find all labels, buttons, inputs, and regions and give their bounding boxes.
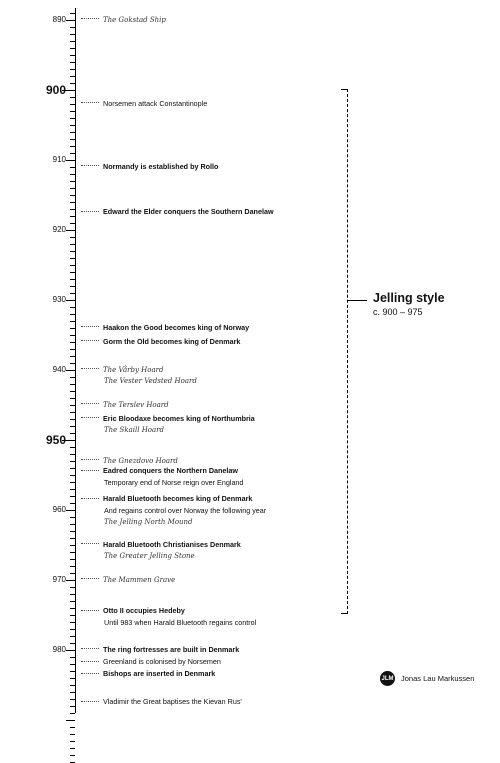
- event-leader-line: [81, 470, 99, 471]
- axis-tick: [70, 174, 75, 175]
- axis-tick: [70, 762, 75, 763]
- timeline-event: [81, 365, 163, 375]
- axis-tick: [70, 489, 75, 490]
- axis-tick: [70, 727, 75, 728]
- axis-tick: [70, 608, 75, 609]
- axis-tick: [70, 615, 75, 616]
- axis-tick: [70, 188, 75, 189]
- axis-tick: [66, 510, 75, 511]
- axis-tick: [70, 587, 75, 588]
- axis-tick: [70, 251, 75, 252]
- axis-tick: [70, 69, 75, 70]
- event-leader-line: [81, 543, 99, 544]
- axis-tick: [70, 671, 75, 672]
- event-title: Bishops are inserted in Denmark: [103, 669, 216, 679]
- axis-tick: [66, 580, 75, 581]
- event-title: Eadred conquers the Northern Danelaw: [103, 466, 238, 476]
- event-title: Edward the Elder conquers the Southern Danelaw: [103, 207, 274, 217]
- axis-tick: [70, 454, 75, 455]
- event-title: Gorm the Old becomes king of Denmark: [103, 336, 241, 346]
- axis-tick: [70, 475, 75, 476]
- timeline-event: [81, 606, 185, 616]
- axis-tick: [70, 314, 75, 315]
- axis-tick: [70, 468, 75, 469]
- axis-tick: [70, 307, 75, 308]
- axis-tick: [70, 258, 75, 259]
- axis-tick: [70, 104, 75, 105]
- axis-tick: [70, 237, 75, 238]
- axis-tick: [70, 412, 75, 413]
- author-logo-icon: JLM: [380, 671, 395, 686]
- axis-tick: [70, 195, 75, 196]
- timeline-event: [81, 645, 239, 655]
- axis-tick: [70, 755, 75, 756]
- axis-tick: [70, 503, 75, 504]
- axis-tick: [66, 650, 75, 651]
- axis-tick: [70, 692, 75, 693]
- axis-tick: [70, 377, 75, 378]
- event-title: The ring fortresses are built in Denmark: [103, 644, 240, 654]
- event-detail: Until 983 when Harald Bluetooth regains control: [104, 617, 257, 627]
- axis-tick: [70, 153, 75, 154]
- axis-tick: [66, 20, 75, 21]
- axis-tick: [70, 279, 75, 280]
- axis-tick: [70, 62, 75, 63]
- event-title: The Gnezdovo Hoard: [103, 456, 178, 465]
- event-leader-line: [81, 459, 99, 460]
- jelling-style-bracket: [341, 89, 348, 614]
- axis-tick: [70, 55, 75, 56]
- axis-tick: [70, 538, 75, 539]
- axis-tick: [70, 706, 75, 707]
- year-label: 980: [52, 644, 66, 654]
- axis-tick: [70, 244, 75, 245]
- timeline-event: [81, 669, 215, 679]
- axis-tick: [70, 76, 75, 77]
- axis-tick: [70, 461, 75, 462]
- event-detail: The Skaill Hoard: [104, 426, 165, 434]
- axis-tick: [70, 356, 75, 357]
- axis-tick: [70, 97, 75, 98]
- axis-tick: [70, 139, 75, 140]
- author-name: Jonas Lau Markussen: [401, 674, 475, 683]
- event-title: Greenland is colonised by Norsemen: [103, 657, 221, 667]
- event-title: Vladimir the Great baptises the Kievan Rus': [103, 697, 242, 707]
- axis-tick: [70, 286, 75, 287]
- axis-tick: [70, 657, 75, 658]
- axis-tick: [70, 321, 75, 322]
- event-title: Normandy is established by Rollo: [103, 161, 219, 171]
- axis-tick: [70, 27, 75, 28]
- axis-tick: [70, 748, 75, 749]
- axis-tick: [66, 370, 75, 371]
- axis-tick: [70, 531, 75, 532]
- year-label: 930: [52, 294, 66, 304]
- year-label: 920: [52, 224, 66, 234]
- event-detail: And regains control over Norway the following year: [104, 505, 267, 515]
- event-leader-line: [81, 165, 99, 166]
- axis-tick: [70, 111, 75, 112]
- year-label: 950: [45, 432, 66, 447]
- event-title: Harald Bluetooth Christianises Denmark: [103, 539, 241, 549]
- axis-tick: [70, 426, 75, 427]
- timeline-event: [81, 162, 218, 172]
- timeline-event: [81, 15, 166, 25]
- event-detail: The Vester Vedsted Hoard: [104, 377, 197, 385]
- axis-tick: [70, 342, 75, 343]
- timeline-event: [81, 323, 249, 333]
- axis-tick: [70, 545, 75, 546]
- axis-tick: [70, 328, 75, 329]
- axis-tick: [70, 34, 75, 35]
- event-title: Norsemen attack Constantinople: [103, 98, 208, 108]
- axis-tick: [70, 496, 75, 497]
- axis-tick: [70, 636, 75, 637]
- event-leader-line: [81, 417, 99, 418]
- event-title: The Vårby Hoard: [103, 365, 164, 374]
- event-detail: The Greater Jelling Stone: [104, 552, 195, 560]
- axis-tick: [70, 447, 75, 448]
- axis-tick: [66, 720, 75, 721]
- event-leader-line: [81, 701, 99, 702]
- axis-tick: [70, 132, 75, 133]
- event-title: Eric Bloodaxe becomes king of Northumbria: [103, 413, 255, 423]
- event-leader-line: [81, 211, 99, 212]
- event-title: Haakon the Good becomes king of Norway: [103, 322, 250, 332]
- event-leader-line: [81, 102, 99, 103]
- bracket-arm: [347, 300, 367, 301]
- event-title: The Terslev Hoard: [103, 400, 169, 409]
- year-label: 910: [52, 154, 66, 164]
- event-leader-line: [81, 326, 99, 327]
- timeline-event: [81, 575, 175, 585]
- axis-tick: [70, 419, 75, 420]
- axis-tick: [70, 524, 75, 525]
- axis-tick: [70, 391, 75, 392]
- axis-tick: [70, 601, 75, 602]
- axis-tick: [66, 230, 75, 231]
- event-leader-line: [81, 661, 99, 662]
- timeline-event: [81, 697, 242, 707]
- year-label: 900: [45, 82, 66, 97]
- axis-tick: [70, 699, 75, 700]
- axis-tick: [70, 384, 75, 385]
- event-leader-line: [81, 578, 99, 579]
- axis-tick: [70, 566, 75, 567]
- axis-tick: [70, 125, 75, 126]
- axis-tick: [70, 517, 75, 518]
- axis-tick: [70, 146, 75, 147]
- timeline-event: [81, 494, 252, 504]
- year-axis: [75, 8, 76, 713]
- event-title: The Mammen Grave: [103, 575, 176, 584]
- timeline-event: [81, 414, 255, 424]
- axis-tick: [70, 13, 75, 14]
- axis-tick: [70, 552, 75, 553]
- axis-tick: [70, 293, 75, 294]
- event-leader-line: [81, 648, 99, 649]
- event-leader-line: [81, 610, 99, 611]
- axis-tick: [70, 622, 75, 623]
- timeline-event: [81, 466, 238, 476]
- timeline-event: [81, 456, 178, 466]
- author-credit: [380, 671, 474, 686]
- axis-tick: [70, 349, 75, 350]
- timeline-event: [81, 657, 221, 667]
- timeline-event: [81, 99, 207, 109]
- timeline-event: [81, 337, 240, 347]
- axis-tick: [70, 363, 75, 364]
- axis-tick: [70, 335, 75, 336]
- axis-tick: [66, 300, 75, 301]
- axis-tick: [70, 559, 75, 560]
- year-label: 940: [52, 364, 66, 374]
- axis-tick: [70, 594, 75, 595]
- axis-tick: [70, 118, 75, 119]
- axis-tick: [70, 734, 75, 735]
- bracket-top-cap: [341, 89, 347, 90]
- event-leader-line: [81, 340, 99, 341]
- event-detail: Temporary end of Norse reign over England: [104, 477, 244, 487]
- event-detail: The Jelling North Mound: [104, 518, 193, 526]
- axis-tick: [66, 160, 75, 161]
- bracket-bottom-cap: [341, 613, 347, 614]
- axis-tick: [70, 678, 75, 679]
- axis-tick: [70, 405, 75, 406]
- year-label: 890: [52, 14, 66, 24]
- event-leader-line: [81, 18, 99, 19]
- axis-tick: [70, 167, 75, 168]
- axis-tick: [70, 643, 75, 644]
- axis-tick: [70, 433, 75, 434]
- axis-tick: [70, 272, 75, 273]
- axis-tick: [70, 209, 75, 210]
- event-leader-line: [81, 673, 99, 674]
- event-title: Otto II occupies Hedeby: [103, 606, 185, 616]
- year-label: 960: [52, 504, 66, 514]
- axis-tick: [70, 685, 75, 686]
- axis-tick: [70, 265, 75, 266]
- event-title: Harald Bluetooth becomes king of Denmark: [103, 494, 253, 504]
- axis-tick: [70, 398, 75, 399]
- axis-tick: [70, 223, 75, 224]
- event-title: The Gokstad Ship: [103, 15, 166, 24]
- axis-tick: [70, 482, 75, 483]
- axis-tick: [70, 573, 75, 574]
- timeline-event: [81, 207, 274, 217]
- event-leader-line: [81, 498, 99, 499]
- axis-tick: [70, 41, 75, 42]
- axis-tick: [70, 741, 75, 742]
- axis-tick: [70, 216, 75, 217]
- event-leader-line: [81, 403, 99, 404]
- axis-tick: [70, 181, 75, 182]
- timeline-event: [81, 540, 241, 550]
- style-period-range: c. 900 – 975: [373, 307, 423, 317]
- axis-tick: [70, 664, 75, 665]
- axis-tick: [70, 202, 75, 203]
- axis-tick: [70, 48, 75, 49]
- year-label: 970: [52, 574, 66, 584]
- timeline-event: [81, 400, 169, 410]
- axis-tick: [70, 629, 75, 630]
- style-period-title: Jelling style: [373, 291, 445, 305]
- axis-tick: [70, 83, 75, 84]
- event-leader-line: [81, 368, 99, 369]
